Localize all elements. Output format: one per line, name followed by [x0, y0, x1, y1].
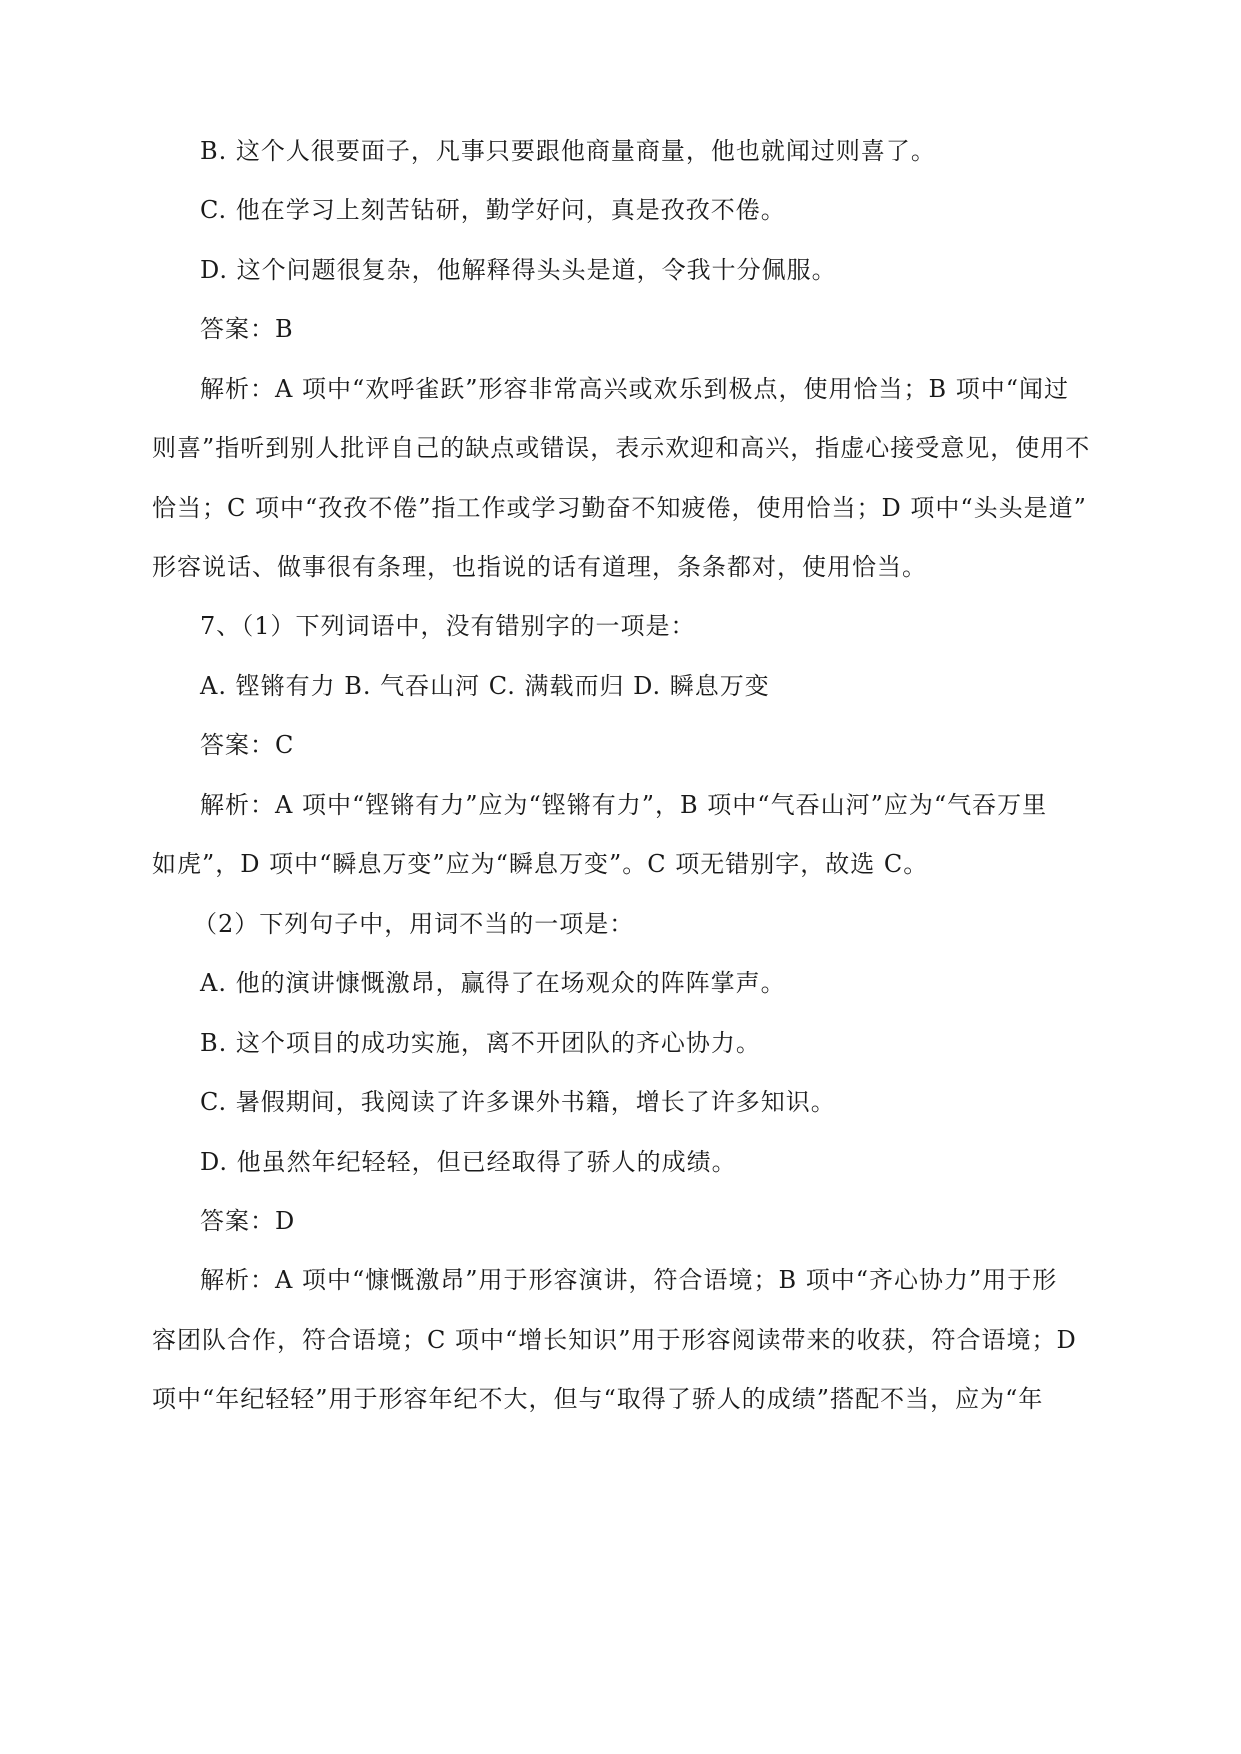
analysis-line: 容团队合作，符合语境；C 项中“增长知识”用于形容阅读带来的收获，符合语境；D: [152, 1326, 1077, 1354]
option-a-line: A. 他的演讲慷慨激昂，赢得了在场观众的阵阵掌声。: [200, 969, 786, 997]
answer-line: 答案：D: [200, 1207, 296, 1235]
question-heading: （2）下列句子中，用词不当的一项是：: [193, 910, 635, 938]
options-line: A. 铿锵有力 B. 气吞山河 C. 满载而归 D. 瞬息万变: [200, 672, 770, 700]
option-b-line: B. 这个人很要面子，凡事只要跟他商量商量，他也就闻过则喜了。: [200, 137, 936, 165]
analysis-line: 解析：A 项中“铿锵有力”应为“铿锵有力”，B 项中“气吞山河”应为“气吞万里: [200, 791, 1048, 819]
analysis-line: 恰当；C 项中“孜孜不倦”指工作或学习勤奋不知疲倦，使用恰当；D 项中“头头是道”: [152, 494, 1087, 522]
option-b-line: B. 这个项目的成功实施，离不开团队的齐心协力。: [200, 1029, 761, 1057]
analysis-line: 如虎”，D 项中“瞬息万变”应为“瞬息万变”。C 项无错别字，故选 C。: [152, 850, 929, 878]
analysis-line: 解析：A 项中“慷慨激昂”用于形容演讲，符合语境；B 项中“齐心协力”用于形: [200, 1266, 1058, 1294]
option-c-line: C. 暑假期间，我阅读了许多课外书籍，增长了许多知识。: [200, 1088, 836, 1116]
analysis-line: 则喜”指听到别人批评自己的缺点或错误，表示欢迎和高兴，指虚心接受意见，使用不: [152, 434, 1091, 462]
analysis-line: 项中“年纪轻轻”用于形容年纪不大，但与“取得了骄人的成绩”搭配不当，应为“年: [152, 1385, 1044, 1413]
option-d-line: D. 这个问题很复杂，他解释得头头是道，令我十分佩服。: [200, 256, 837, 284]
answer-line: 答案：C: [200, 731, 295, 759]
analysis-line: 解析：A 项中“欢呼雀跃”形容非常高兴或欢乐到极点，使用恰当；B 项中“闻过: [200, 375, 1070, 403]
answer-line: 答案：B: [200, 315, 294, 343]
option-d-line: D. 他虽然年纪轻轻，但已经取得了骄人的成绩。: [200, 1148, 737, 1176]
option-c-line: C. 他在学习上刻苦钻研，勤学好问，真是孜孜不倦。: [200, 196, 786, 224]
analysis-line: 形容说话、做事很有条理，也指说的话有道理，条条都对，使用恰当。: [152, 553, 927, 581]
question-heading: 7、（1）下列词语中，没有错别字的一项是：: [200, 612, 696, 640]
